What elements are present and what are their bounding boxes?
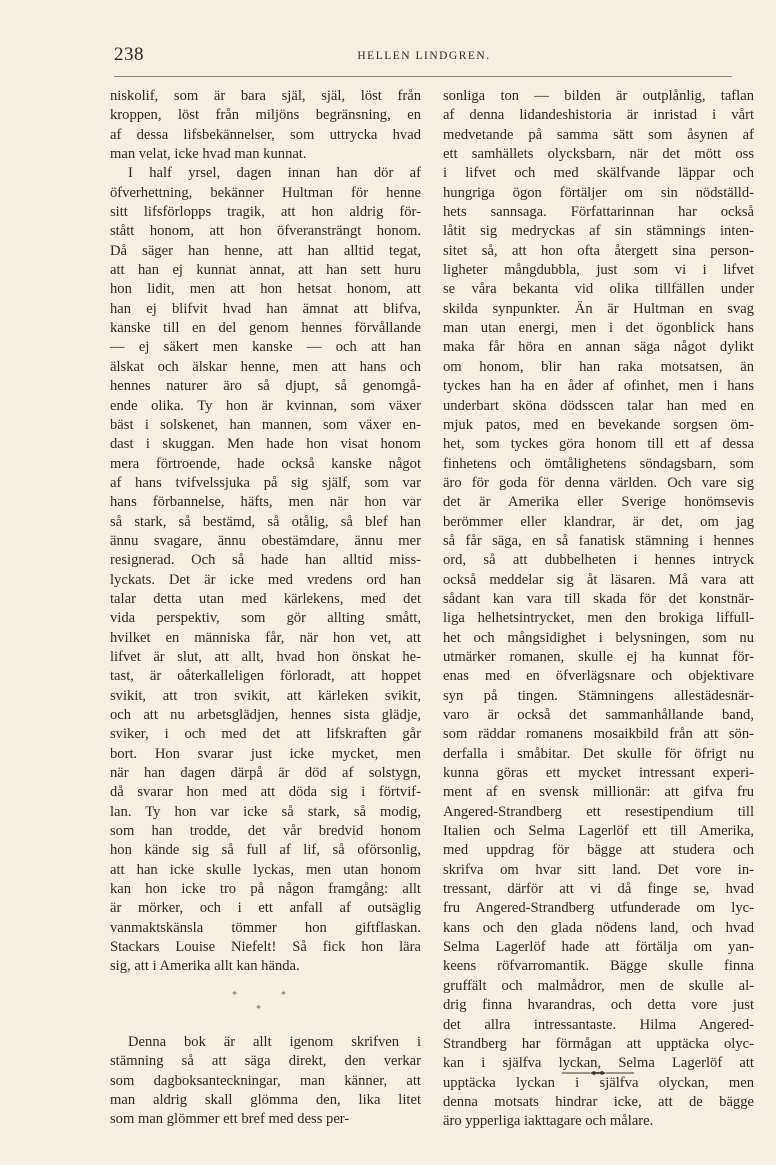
text-line: kan hon icke tro på någon framgång: allt <box>110 881 421 898</box>
text-line: svikit, att tron svikit, att kärleken svikit, <box>110 687 421 704</box>
text-line: upptäcka lyckan i själfva olyckan, men <box>443 1074 754 1091</box>
text-line: i lifvet och med skälfvande läppar och <box>443 165 754 182</box>
asterism-star: * <box>281 989 286 1001</box>
text-line: sitet så, att hon ofta återgett sina person- <box>443 242 754 259</box>
text-line: se våra bekanta vid olika tillfällen under <box>443 281 754 298</box>
page-number: 238 <box>114 44 144 65</box>
text-line: kans och den glada nödens land, och hvad <box>443 919 754 936</box>
text-line: att han icke skulle lyckas, men utan honom <box>110 861 421 878</box>
text-line: äro ypperliga iakttagare och målare. <box>443 1113 654 1130</box>
text-line: — ej säkert men kanske — och att han <box>110 339 421 356</box>
text-line: är mörker, och i ett anfall af outsäglig <box>110 900 421 917</box>
asterism <box>110 977 421 1033</box>
text-line: medvetande på samma sätt som åsynen af <box>443 126 754 143</box>
text-line: hans förbannelse, häfts, men när hon var <box>110 494 421 511</box>
text-line: man utan energi, men i det ögonblick hans <box>443 320 754 337</box>
text-line: dast i skuggan. Men hade hon visat honom <box>110 436 421 453</box>
text-line: sig, att i Amerika allt kan hända. <box>110 958 300 975</box>
text-line: het, som tyckes göra honom till ett af dessa <box>443 436 754 453</box>
text-line: syn på tingen. Stämningens allestädesnär- <box>443 687 754 704</box>
text-line: Selma Lagerlöf hade att förtälja om yan- <box>443 939 754 956</box>
text-line: ende olika. Ty hon är kvinnan, som växer <box>110 397 421 414</box>
text-line: kroppen, löst från miljöns begränsning, en <box>110 107 421 124</box>
text-line: talar detta utan med kärlekens, med det <box>110 590 421 607</box>
paragraph <box>443 87 754 1132</box>
text-line: lan. Ty hon var icke så stark, så modig, <box>110 803 421 820</box>
text-line: het och mångsidighet i belysningen, som nu <box>443 629 754 646</box>
text-line: Angered-Strandberg ett resestipendium till <box>443 803 754 820</box>
text-line: ännu svagare, ännu obestämdare, ännu mer <box>110 532 421 549</box>
text-line: underbart sköna dödsscen talar han med en <box>443 397 754 414</box>
text-line: äro för goda för denna världen. Och vare sig <box>443 474 754 491</box>
text-line: så stark, så bestämd, så otålig, så blef han <box>110 513 421 530</box>
text-line: tast, är oåterkalleligen förloradt, att hoppet <box>110 668 421 685</box>
text-line: och att nu arbetsglädjen, hennes sista glädje, <box>110 707 421 723</box>
text-line: berömmer eller klandrar, är det, om jag <box>443 513 754 530</box>
text-line: hon lidit, men att hon hetsat honom, att <box>110 281 421 298</box>
text-line: hungriga ögon förtäljer om sin nödställd- <box>443 184 754 201</box>
text-line: tyckes han ha en åder af ofinhet, men i hans <box>443 378 754 395</box>
left-column <box>110 87 421 1130</box>
text-line: derfalla i småbitar. Det skulle för öfrigt nu <box>443 745 754 762</box>
text-line: maka får höra en annan säga något dylikt <box>443 339 754 356</box>
right-column <box>443 87 754 1132</box>
text-line: niskolif, som är bara själ, själ, löst från <box>110 88 421 104</box>
text-line: sonliga ton — bilden är outplånlig, taflan <box>443 88 754 104</box>
text-line: skilda synpunkter. Än är Hultman en svag <box>443 300 754 317</box>
text-line: bort. Hon svarar just icke mycket, men <box>110 745 421 762</box>
text-line: Strandberg har förmågan att upptäcka olyc- <box>443 1035 754 1052</box>
running-head: HELLEN LINDGREN. <box>357 50 491 62</box>
text-line: kunna göras ett mycket intressant experi- <box>443 765 754 782</box>
text-line: utmärker romanen, skulle ej ha kunnat för- <box>443 648 754 665</box>
text-line: af dessa lifsbekännelser, som uttrycka hvad <box>110 126 421 143</box>
text-line: stämning så att säga direkt, den verkar <box>110 1053 421 1070</box>
text-line: keens röfvarromantik. Bägge skulle finna <box>443 958 754 975</box>
text-line: resignerad. Och så hade han alltid miss- <box>110 552 421 569</box>
tailpiece-ornament <box>560 1070 636 1076</box>
text-line: man velat, icke hvad man kunnat. <box>110 146 307 163</box>
text-line: finhetens och ömtålighetens söndagsbarn, som <box>443 455 754 472</box>
text-line: drig finna hvarandras, och detta vore just <box>443 997 754 1014</box>
text-line: Italien och Selma Lagerlöf ett till Amerika, <box>443 823 754 840</box>
text-line: stått honom, att hon öfveransträngt honom. <box>110 223 421 240</box>
text-line: ord, så att dubbelheten i hennes intryck <box>443 552 754 569</box>
text-line: enas med en öfverlägsnare och objektivare <box>443 668 754 685</box>
text-line: med uppdrag för bägge att studera och <box>443 842 754 859</box>
text-line: han ej blifvit hvad han ämnat att blifva, <box>110 300 421 317</box>
text-line: fru Angered-Strandberg utfunderade om lyc- <box>443 900 754 917</box>
asterism-star: * <box>256 1003 261 1015</box>
text-line: mera förtroende, hade också kanske något <box>110 455 421 472</box>
paragraph <box>110 87 421 164</box>
text-line: vanmaktskänsla tömmer hon giftflaskan. <box>110 919 421 936</box>
text-line: när han dagen därpå är död af solstygn, <box>110 765 421 782</box>
text-line: af hans tvifvelssjuka på sig själf, som var <box>110 474 421 491</box>
asterism-star: * <box>232 989 237 1001</box>
text-line: som han trodde, det vår bredvid honom <box>110 823 421 840</box>
text-line: om honom, blir han raka motsatsen, än <box>443 358 754 375</box>
paragraph <box>110 1033 421 1130</box>
text-line: öfverhettning, bekänner Hultman för henne <box>110 184 421 201</box>
text-line: mjuk patos, med en bevekande sorgsen öm- <box>443 416 754 433</box>
text-line: ment af en svensk millionär: att gifva fru <box>443 784 754 801</box>
text-line: lyckats. Det är icke med vredens ord han <box>110 571 421 588</box>
text-line: hets sannsaga. Författarinnan har också <box>443 204 754 221</box>
text-line: kanske till en del genom hennes förvållande <box>110 320 421 337</box>
text-line: det allra intressantaste. Hilma Angered- <box>443 1016 754 1033</box>
text-line: vida perspektiv, som gör allting smått, <box>110 610 421 627</box>
text-line: sådant kan vara till skada för det konstnär- <box>443 590 754 607</box>
text-line: denna motsats hindrar icke, att de bägge <box>443 1093 754 1110</box>
page-header <box>110 44 738 70</box>
text-line: att han ej kunnat annat, att han sett huru <box>110 262 421 279</box>
text-line: hvilket en människa får, när hon vet, att <box>110 629 421 646</box>
text-line: Stackars Louise Niefelt! Så fick hon lära <box>110 939 421 956</box>
text-line: ligheter mångdubbla, just som vi i lifvet <box>443 262 754 279</box>
text-line: varo är också det sammanhållande band, <box>443 707 754 723</box>
header-rule <box>114 76 732 77</box>
text-line: älskat och älskar henne, men att hans och <box>110 358 421 375</box>
text-line: hon kände sig så full af lif, så oförsonlig, <box>110 842 421 859</box>
text-line: då svarar hon med att döda sig i förtvif- <box>110 784 421 801</box>
text-line: man aldrig skall glömma den, lika litet <box>110 1091 421 1108</box>
text-line: hennes naturer äro så djupt, så genomgå- <box>110 378 421 395</box>
text-line: liga helhetsintrycket, men den brokiga liffull- <box>443 610 754 627</box>
text-line: Denna bok är allt igenom skrifven i <box>128 1033 421 1050</box>
text-line: sviker, i och med det att lifskraften går <box>110 726 421 743</box>
text-line: af denna lidandeshistoria är inristad i vårt <box>443 107 754 124</box>
text-line: som räddar romanens mosaikbild från att sön- <box>443 726 754 743</box>
text-line: också meddelar sig åt läsaren. Må vara att <box>443 571 754 588</box>
text-line: lifvet är slut, att allt, hvad hon önskat he- <box>110 648 421 665</box>
text-line: så får säga, en så fanatisk stämning i hennes <box>443 532 754 549</box>
text-line: ett samhällets olycksbarn, när det mött oss <box>443 146 754 163</box>
text-line: det är Amerika eller Sverige honömsevis <box>443 494 754 511</box>
text-line: sitt lifsförlopps tragik, att hon aldrig för- <box>110 204 421 221</box>
text-line: bäst i solskenet, han mannen, som växer en- <box>110 416 421 433</box>
paragraph <box>110 164 421 976</box>
text-line: Då säger han henne, att han alltid tegat, <box>110 242 421 259</box>
text-line: gruffält och malmådror, men de skulle al- <box>443 977 754 994</box>
text-line: kan i själfva lyckan, Selma Lagerlöf att <box>443 1055 754 1072</box>
text-line: som dagboksanteckningar, man känner, att <box>110 1072 421 1089</box>
text-line: som man glömmer ett bref med dess per- <box>110 1111 350 1128</box>
text-line: tressant, därför att vi då finge se, hvad <box>443 881 754 898</box>
text-line: I half yrsel, dagen innan han dör af <box>128 165 421 182</box>
text-line: låtit sig medryckas af sin stämnings inten- <box>443 223 754 240</box>
text-line: skrifva om hvar sitt land. Det vore in- <box>443 861 754 878</box>
